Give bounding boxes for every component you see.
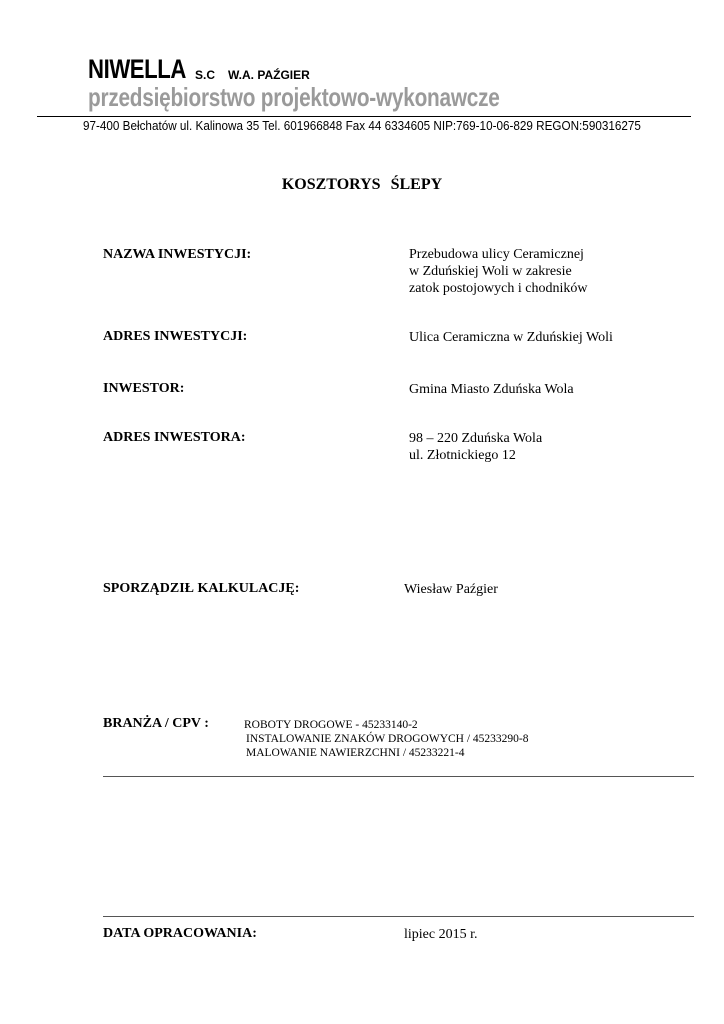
cpv-label: BRANŻA / CPV : xyxy=(103,716,209,731)
investment-address-value: Ulica Ceramiczna w Zduńskiej Woli xyxy=(409,330,613,345)
company-owner: W.A. PAŹGIER xyxy=(228,68,310,82)
cpv-list xyxy=(244,718,529,760)
date-label: DATA OPRACOWANIA: xyxy=(103,926,257,941)
company-logo xyxy=(88,54,310,85)
company-address: 97-400 Bełchatów ul. Kalinowa 35 Tel. 601966848 Fax 44 6334605 NIP:769-10-06-829 REGON:590316275 xyxy=(83,118,641,133)
investor-address-label: ADRES INWESTORA: xyxy=(103,430,246,445)
cpv-item: MALOWANIE NAWIERZCHNI / 45233221-4 xyxy=(246,747,465,759)
company-tagline: przedsiębiorstwo projektowo-wykonawcze xyxy=(88,82,500,112)
prepared-by-value: Wiesław Paźgier xyxy=(404,582,498,597)
section-divider xyxy=(103,916,694,917)
investment-name-label: NAZWA INWESTYCJI: xyxy=(103,247,252,262)
document-title: KOSZTORYS ŚLEPY xyxy=(281,176,443,193)
investor-address-value: 98 – 220 Zduńska Wola ul. Złotnickiego 12 xyxy=(409,431,543,463)
investor-label: INWESTOR: xyxy=(103,381,185,396)
company-form: S.C xyxy=(195,68,216,82)
date-value: lipiec 2015 r. xyxy=(404,927,478,942)
letterhead-divider xyxy=(37,116,691,117)
cpv-item: INSTALOWANIE ZNAKÓW DROGOWYCH / 45233290-8 xyxy=(246,733,529,745)
investment-address-label: ADRES INWESTYCJI: xyxy=(103,329,248,344)
prepared-by-label: SPORZĄDZIŁ KALKULACJĘ: xyxy=(103,581,300,596)
company-name: NIWELLA xyxy=(88,54,186,84)
section-divider xyxy=(103,776,694,777)
investment-name-value: Przebudowa ulicy Ceramicznej w Zduńskiej Woli w zakresie zatok postojowych i chodników xyxy=(409,247,588,296)
cpv-item: ROBOTY DROGOWE - 45233140-2 xyxy=(244,719,418,731)
investor-value: Gmina Miasto Zduńska Wola xyxy=(409,382,574,397)
